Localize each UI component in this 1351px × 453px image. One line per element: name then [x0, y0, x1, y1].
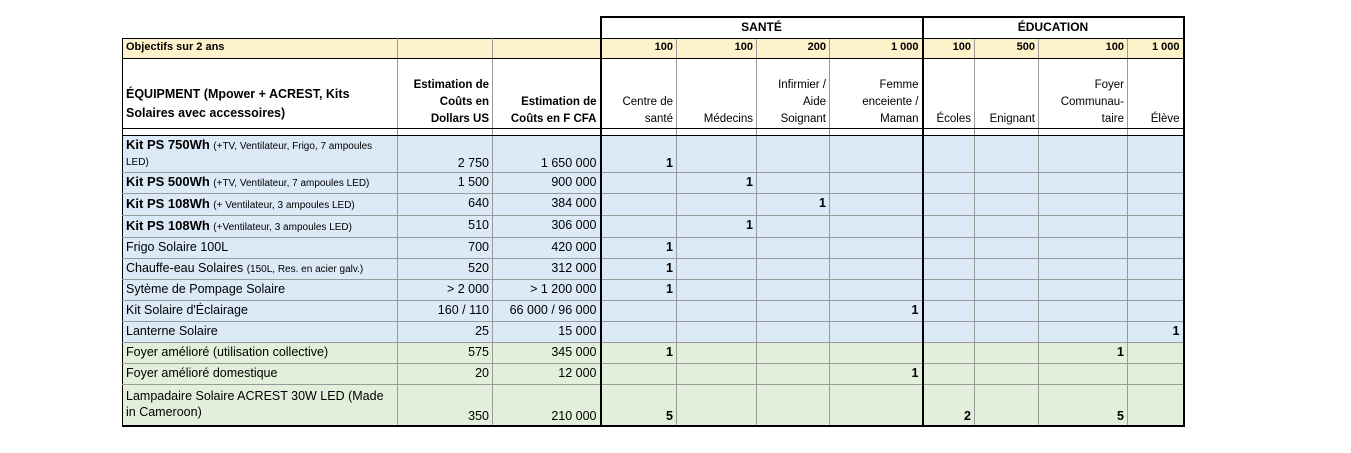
beneficiary-header: Écoles: [923, 58, 975, 128]
equipment-name: Lanterne Solaire: [126, 323, 218, 338]
equipment-header: ÉQUIPMENT (Mpower + ACREST, Kits Solaires avec accessoires): [123, 58, 398, 128]
table-row: [123, 279, 1184, 300]
beneficiary-mark-cell: [1128, 363, 1184, 384]
cost-usd-cell: > 2 000: [398, 279, 493, 300]
cost-usd-cell: 575: [398, 342, 493, 363]
kit-name: Kit PS 500Wh: [126, 174, 210, 190]
beneficiary-mark-cell: [923, 237, 975, 258]
table-row: [123, 237, 1184, 258]
beneficiary-mark-cell: [757, 215, 830, 237]
beneficiary-mark-cell: [923, 135, 975, 172]
beneficiary-mark-cell: [677, 237, 757, 258]
equipment-cell: [123, 384, 398, 426]
equipment-cell: [123, 279, 398, 300]
cost-cfa-cell: 66 000 / 96 000: [493, 300, 601, 321]
beneficiary-mark-cell: 1: [601, 258, 677, 279]
column-header-row: [123, 58, 1184, 128]
beneficiary-mark-cell: 1: [1128, 321, 1184, 342]
beneficiary-header: Infirmier / Aide Soignant: [757, 58, 830, 128]
cost-usd-cell: 25: [398, 321, 493, 342]
beneficiary-mark-cell: [923, 193, 975, 215]
beneficiary-mark-cell: [757, 342, 830, 363]
equipment-description: (+TV, Ventilateur, Frigo, 7 ampoules LED): [126, 141, 373, 168]
beneficiary-mark-cell: 1: [757, 193, 830, 215]
objectives-label: Objectifs sur 2 ans: [123, 38, 398, 58]
beneficiary-mark-cell: [1128, 342, 1184, 363]
cost-cfa-cell: 420 000: [493, 237, 601, 258]
beneficiary-mark-cell: [677, 300, 757, 321]
cost-cfa-cell: 345 000: [493, 342, 601, 363]
cost-usd-cell: 350: [398, 384, 493, 426]
equipment-cell: [123, 342, 398, 363]
cost-cfa-cell: 15 000: [493, 321, 601, 342]
cost-usd-cell: 640: [398, 193, 493, 215]
beneficiary-mark-cell: 5: [601, 384, 677, 426]
beneficiary-mark-cell: [975, 237, 1039, 258]
table-row: [123, 384, 1184, 426]
beneficiary-mark-cell: [1128, 193, 1184, 215]
cost-cfa-cell: 1 650 000: [493, 135, 601, 172]
beneficiary-mark-cell: [830, 172, 923, 193]
beneficiary-mark-cell: [1039, 193, 1128, 215]
beneficiary-header: Foyer Communau-taire: [1039, 58, 1128, 128]
cost-cfa-header: Estimation de Coûts en F CFA: [493, 58, 601, 128]
beneficiary-mark-cell: [923, 172, 975, 193]
equipment-cell: [123, 193, 398, 215]
beneficiary-mark-cell: [830, 135, 923, 172]
beneficiary-mark-cell: [830, 279, 923, 300]
equipment-description: (150L, Res. en acier galv.): [246, 263, 364, 275]
equipment-cell: [123, 363, 398, 384]
beneficiary-mark-cell: [975, 384, 1039, 426]
cost-cfa-cell: 12 000: [493, 363, 601, 384]
beneficiary-mark-cell: 5: [1039, 384, 1128, 426]
table-row: [123, 258, 1184, 279]
beneficiary-mark-cell: [975, 321, 1039, 342]
table-row: [123, 321, 1184, 342]
beneficiary-mark-cell: [677, 279, 757, 300]
cost-cfa-cell: 312 000: [493, 258, 601, 279]
beneficiary-mark-cell: [677, 321, 757, 342]
beneficiary-mark-cell: [757, 237, 830, 258]
beneficiary-mark-cell: [1039, 321, 1128, 342]
beneficiary-mark-cell: [830, 342, 923, 363]
beneficiary-header: Médecins: [677, 58, 757, 128]
beneficiary-mark-cell: [601, 363, 677, 384]
cost-cfa-cell: 384 000: [493, 193, 601, 215]
beneficiary-mark-cell: [1039, 237, 1128, 258]
beneficiary-mark-cell: 1: [601, 342, 677, 363]
beneficiary-mark-cell: 1: [1039, 342, 1128, 363]
beneficiary-mark-cell: [830, 215, 923, 237]
beneficiary-mark-cell: [1128, 384, 1184, 426]
beneficiary-mark-cell: [923, 215, 975, 237]
beneficiary-mark-cell: [975, 258, 1039, 279]
table-row: [123, 193, 1184, 215]
beneficiary-mark-cell: [757, 363, 830, 384]
equipment-description: (+ Ventilateur, 3 ampoules LED): [213, 199, 355, 211]
beneficiary-mark-cell: [1039, 258, 1128, 279]
beneficiary-mark-cell: [923, 300, 975, 321]
equipment-name: Chauffe-eau Solaires: [126, 260, 244, 275]
beneficiary-mark-cell: [601, 215, 677, 237]
cost-usd-cell: 520: [398, 258, 493, 279]
equipment-cell: [123, 135, 398, 172]
beneficiary-mark-cell: [1128, 258, 1184, 279]
table-row: [123, 363, 1184, 384]
spacer-row: [123, 128, 1184, 135]
beneficiary-mark-cell: 1: [677, 215, 757, 237]
equipment-name: Kit Solaire d'Éclairage: [126, 302, 248, 317]
beneficiary-mark-cell: [923, 258, 975, 279]
beneficiary-mark-cell: [975, 342, 1039, 363]
beneficiary-mark-cell: 1: [830, 363, 923, 384]
beneficiary-mark-cell: [1128, 300, 1184, 321]
beneficiary-mark-cell: [677, 193, 757, 215]
table-row: [123, 215, 1184, 237]
beneficiary-mark-cell: [1128, 237, 1184, 258]
beneficiary-mark-cell: [1128, 279, 1184, 300]
cost-usd-cell: 2 750: [398, 135, 493, 172]
beneficiary-mark-cell: [923, 363, 975, 384]
beneficiary-mark-cell: [830, 384, 923, 426]
group-sante: SANTÉ: [601, 17, 923, 38]
equipment-cell: [123, 237, 398, 258]
beneficiary-mark-cell: [1128, 172, 1184, 193]
beneficiary-mark-cell: [757, 300, 830, 321]
equipment-description: (+Ventilateur, 3 ampoules LED): [213, 221, 352, 233]
equipment-name: Frigo Solaire 100L: [126, 239, 229, 254]
cost-cfa-cell: 900 000: [493, 172, 601, 193]
beneficiary-mark-cell: [1039, 279, 1128, 300]
beneficiary-mark-cell: [601, 321, 677, 342]
beneficiary-mark-cell: 1: [830, 300, 923, 321]
cost-usd-cell: 1 500: [398, 172, 493, 193]
equipment-name: Foyer amélioré domestique: [126, 365, 278, 380]
beneficiary-mark-cell: [975, 135, 1039, 172]
equipment-name: Lampadaire Solaire ACREST 30W LED (Made in Cameroon): [126, 389, 384, 419]
table-row: [123, 300, 1184, 321]
beneficiary-mark-cell: [1039, 300, 1128, 321]
beneficiary-mark-cell: [601, 172, 677, 193]
beneficiary-mark-cell: [830, 258, 923, 279]
cost-cfa-cell: 306 000: [493, 215, 601, 237]
equipment-cell: [123, 258, 398, 279]
beneficiary-mark-cell: [830, 321, 923, 342]
cost-usd-cell: 160 / 110: [398, 300, 493, 321]
cost-usd-cell: 700: [398, 237, 493, 258]
beneficiary-mark-cell: 1: [601, 237, 677, 258]
beneficiary-mark-cell: 1: [677, 172, 757, 193]
beneficiary-mark-cell: [923, 321, 975, 342]
beneficiary-mark-cell: [757, 384, 830, 426]
equipment-cell: [123, 215, 398, 237]
beneficiary-mark-cell: [975, 193, 1039, 215]
table-row: [123, 135, 1184, 172]
beneficiary-mark-cell: [975, 279, 1039, 300]
beneficiary-mark-cell: [1039, 135, 1128, 172]
equipment-cell: [123, 321, 398, 342]
equipment-name: Foyer amélioré (utilisation collective): [126, 344, 329, 359]
cost-cfa-cell: > 1 200 000: [493, 279, 601, 300]
beneficiary-mark-cell: [1128, 215, 1184, 237]
beneficiary-mark-cell: 2: [923, 384, 975, 426]
kit-name: Kit PS 108Wh: [126, 217, 210, 233]
cost-usd-cell: 510: [398, 215, 493, 237]
beneficiary-mark-cell: [677, 135, 757, 172]
beneficiary-mark-cell: [1039, 363, 1128, 384]
beneficiary-mark-cell: [677, 363, 757, 384]
beneficiary-mark-cell: [757, 279, 830, 300]
beneficiary-mark-cell: [1039, 172, 1128, 193]
beneficiary-mark-cell: [830, 193, 923, 215]
equipment-cell: [123, 300, 398, 321]
equipment-table: [122, 16, 1185, 427]
beneficiary-mark-cell: [757, 258, 830, 279]
beneficiary-mark-cell: [975, 363, 1039, 384]
equipment-description: (+TV, Ventilateur, 7 ampoules LED): [213, 178, 370, 190]
beneficiary-mark-cell: [923, 342, 975, 363]
kit-name: Kit PS 750Wh: [126, 137, 210, 153]
beneficiary-mark-cell: 1: [601, 279, 677, 300]
beneficiary-mark-cell: [1128, 135, 1184, 172]
beneficiary-mark-cell: [975, 215, 1039, 237]
kit-name: Kit PS 108Wh: [126, 195, 210, 211]
group-education: ÉDUCATION: [923, 17, 1184, 38]
beneficiary-mark-cell: [677, 342, 757, 363]
beneficiary-mark-cell: [1039, 215, 1128, 237]
table-row: [123, 172, 1184, 193]
beneficiary-mark-cell: 1: [601, 135, 677, 172]
cost-usd-cell: 20: [398, 363, 493, 384]
beneficiary-header: Femme enceiente / Maman: [830, 58, 923, 128]
beneficiary-header: Enignant: [975, 58, 1039, 128]
beneficiary-mark-cell: [923, 279, 975, 300]
objectives-row: Objectifs sur 2 ans 100 100 200 1 000 100 500 100 1 000: [123, 38, 1184, 58]
beneficiary-mark-cell: [830, 237, 923, 258]
beneficiary-header: Élève: [1128, 58, 1184, 128]
beneficiary-mark-cell: [757, 135, 830, 172]
beneficiary-mark-cell: [975, 300, 1039, 321]
beneficiary-mark-cell: [677, 384, 757, 426]
cost-usd-header: Estimation de Coûts en Dollars US: [398, 58, 493, 128]
beneficiary-mark-cell: [601, 193, 677, 215]
beneficiary-mark-cell: [677, 258, 757, 279]
beneficiary-header: Centre de santé: [601, 58, 677, 128]
beneficiary-mark-cell: [975, 172, 1039, 193]
equipment-cell: [123, 172, 398, 193]
beneficiary-mark-cell: [757, 321, 830, 342]
beneficiary-mark-cell: [601, 300, 677, 321]
table-row: [123, 342, 1184, 363]
cost-cfa-cell: 210 000: [493, 384, 601, 426]
equipment-name: Sytème de Pompage Solaire: [126, 281, 286, 296]
group-header-row: [123, 17, 1184, 38]
beneficiary-mark-cell: [757, 172, 830, 193]
